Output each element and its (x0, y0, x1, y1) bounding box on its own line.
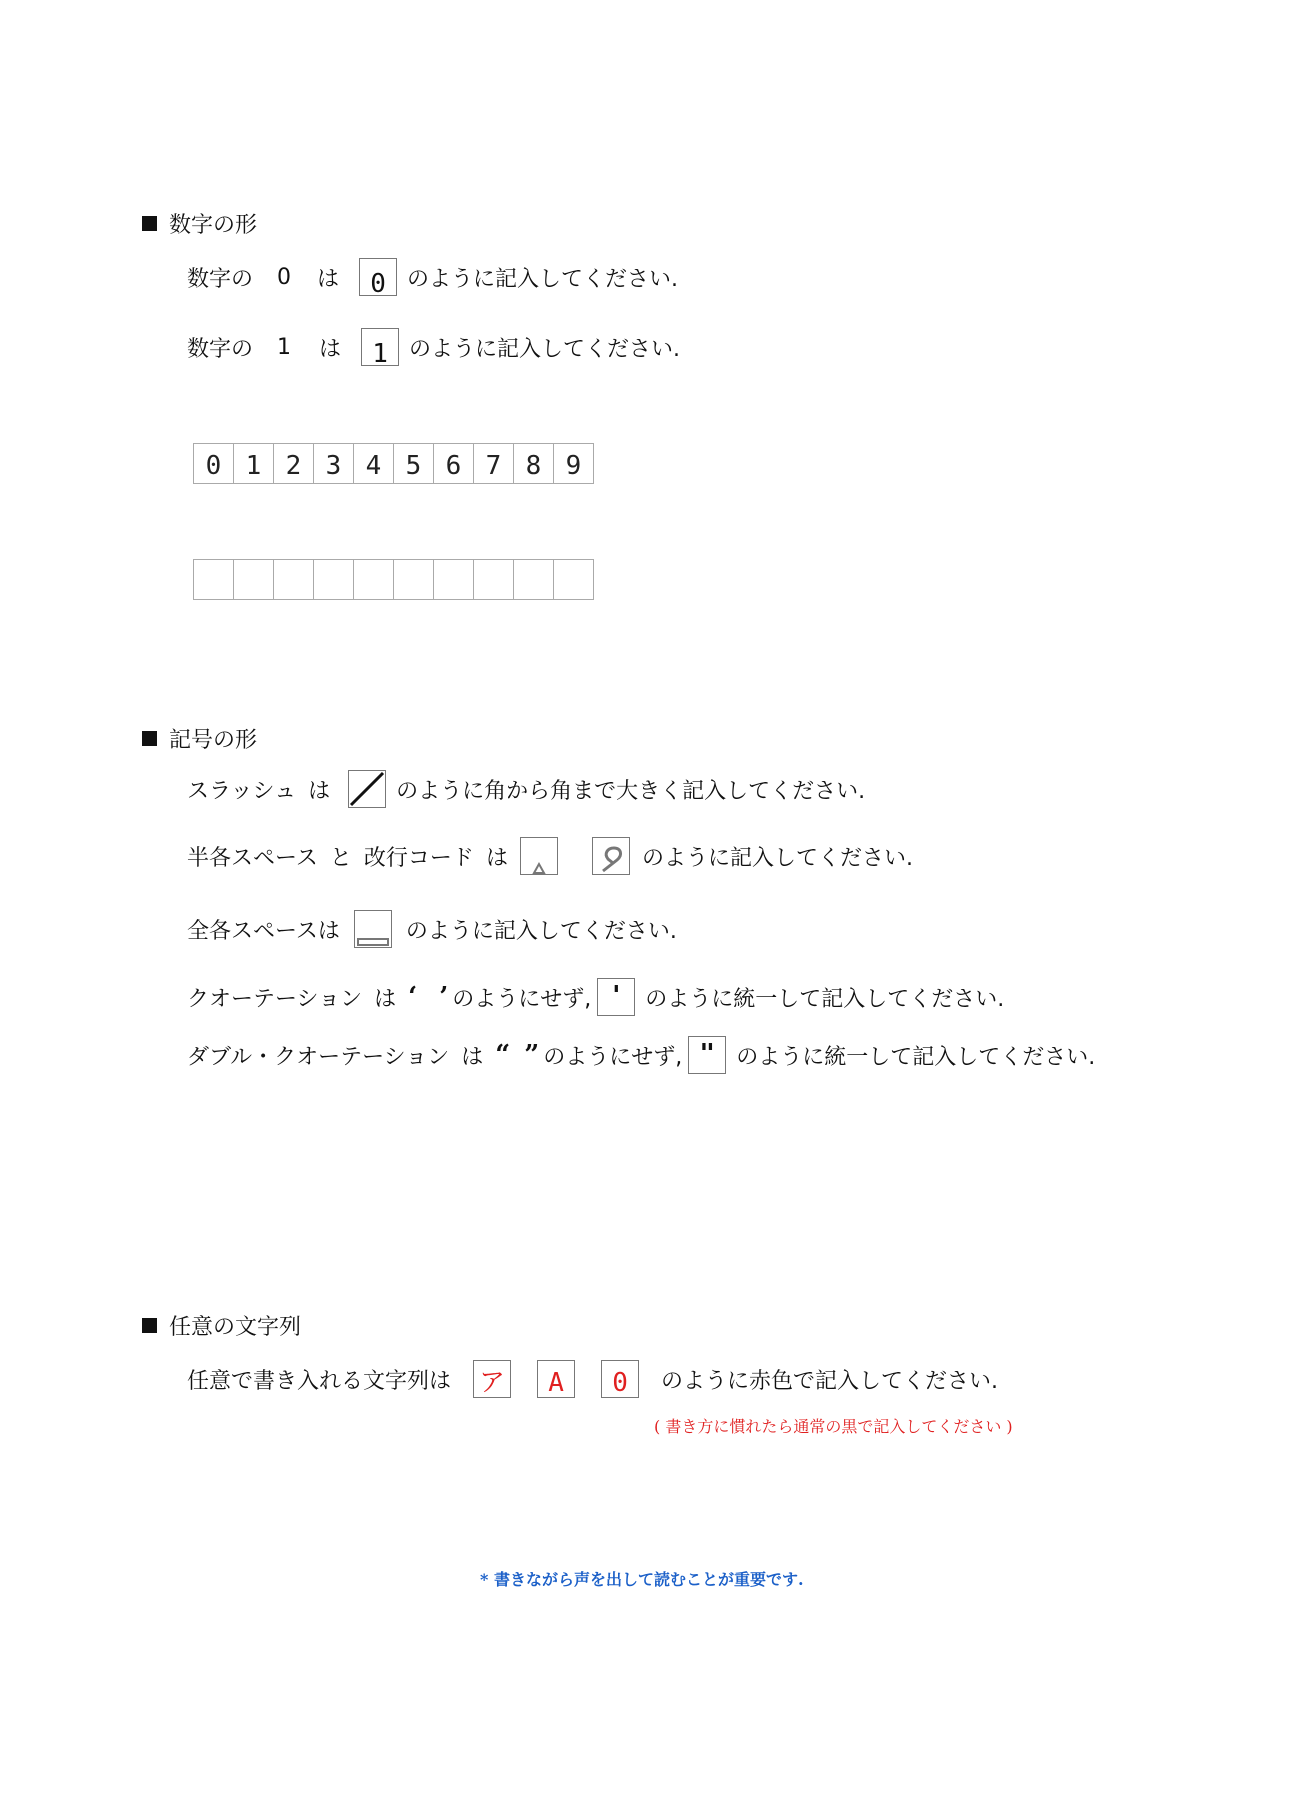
blank-input-cell[interactable] (393, 559, 434, 600)
digit-cell: 9 (553, 443, 594, 484)
heading-text: 記号の形 (169, 728, 258, 753)
digit-cell: 8 (513, 443, 554, 484)
line-text: 改行コード (363, 845, 474, 871)
digit-char: 1 (277, 334, 292, 360)
curly-quote-left: ‘ (408, 982, 418, 1012)
blank-input-cell[interactable] (553, 559, 594, 600)
line-suffix: のように記入してください. (409, 336, 681, 362)
newline-sample-box (592, 837, 630, 875)
section-heading-strings (142, 1310, 301, 1341)
newline-loop-icon (593, 838, 629, 874)
digit-cell: 7 (473, 443, 514, 484)
digit-cell: 6 (433, 443, 474, 484)
red-note: ( 書き方に慣れたら通常の黒で記入してください ) (654, 1417, 1013, 1436)
square-bullet-icon (142, 731, 157, 746)
particle-text: は (461, 1044, 484, 1070)
digit-cell: 4 (353, 443, 394, 484)
blank-input-cell[interactable] (353, 559, 394, 600)
sample-digit-row (193, 443, 593, 484)
slash-icon (349, 771, 385, 807)
digit-char: 0 (277, 264, 292, 290)
red-sample-box-katakana (473, 1360, 511, 1398)
line-text: 任意で書き入れる文字列は (187, 1368, 452, 1394)
red-sample-char: A (548, 1368, 564, 1398)
one-glyph: 1 (372, 339, 388, 369)
straight-dquote: " (699, 1039, 716, 1069)
line-suffix: のように記入してください. (407, 266, 679, 292)
zero-sample-box (359, 258, 397, 299)
fullspace-line (187, 910, 677, 948)
heading-text: 任意の文字列 (169, 1315, 302, 1340)
digit-cell: 5 (393, 443, 434, 484)
digit-cell: 3 (313, 443, 354, 484)
slashed-zero: 0 (370, 269, 386, 299)
digit-one-line (187, 328, 681, 369)
curly-dquote-right: ” (524, 1040, 540, 1070)
line-text: クオーテーション (187, 986, 363, 1012)
blank-input-cell[interactable] (233, 559, 274, 600)
line-suffix: のように統一して記入してください. (736, 1044, 1096, 1070)
line-suffix: のように記入してください. (405, 918, 677, 944)
digit-zero-line (187, 258, 679, 299)
quote-sample-box (597, 978, 635, 1016)
line-text: 数字の (187, 266, 254, 292)
red-sample-char: 0 (612, 1368, 628, 1398)
particle-text: は (319, 336, 342, 362)
curly-quote-right: ’ (439, 982, 449, 1012)
dquote-sample-box (688, 1036, 726, 1074)
one-sample-box (361, 328, 399, 369)
blank-input-cell[interactable] (473, 559, 514, 600)
slash-sample-box (348, 770, 386, 808)
line-suffix: のように角から角まで大きく記入してください. (396, 778, 866, 804)
line-text: 半各スペース (187, 845, 318, 871)
section-heading-digits (142, 208, 257, 239)
particle-text: は (374, 986, 397, 1012)
particle-text: は (317, 266, 340, 292)
line-text: 全各スペースは (187, 918, 340, 944)
red-sample-box-latin (537, 1360, 575, 1398)
line-text: ダブル・クオーテーション (187, 1044, 450, 1070)
blank-input-cell[interactable] (193, 559, 234, 600)
strings-line (187, 1360, 998, 1398)
fullspace-sample-box (354, 910, 392, 948)
particle-text: は (485, 845, 508, 871)
line-suffix: のように統一して記入してください. (645, 986, 1005, 1012)
line-text: のようにせず, (452, 986, 592, 1012)
particle-text: と (329, 845, 352, 871)
dquote-line (187, 1036, 1095, 1074)
line-suffix: のように赤色で記入してください. (661, 1368, 999, 1394)
footer-note: * 書きながら声を出して読むことが重要です. (480, 1570, 804, 1589)
blank-digit-row[interactable] (193, 559, 593, 600)
straight-quote: ' (608, 981, 625, 1011)
red-sample-char: ア (479, 1368, 506, 1398)
curly-dquote-left: “ (495, 1040, 511, 1070)
slash-line (187, 770, 865, 808)
square-bullet-icon (142, 216, 157, 231)
line-text: 数字の (187, 336, 254, 362)
space-newline-line (187, 837, 913, 875)
blank-input-cell[interactable] (433, 559, 474, 600)
blank-input-cell[interactable] (313, 559, 354, 600)
heading-text: 数字の形 (169, 213, 258, 238)
section-heading-symbols (142, 723, 257, 754)
particle-text: は (308, 778, 331, 804)
quote-line (187, 978, 1004, 1016)
digit-cell: 0 (193, 443, 234, 484)
blank-input-cell[interactable] (273, 559, 314, 600)
line-suffix: のように記入してください. (641, 845, 913, 871)
halfspace-sample-box (520, 837, 558, 875)
square-bullet-icon (142, 1318, 157, 1333)
line-text: のようにせず, (543, 1044, 683, 1070)
blank-input-cell[interactable] (513, 559, 554, 600)
halfspace-triangle-icon (521, 838, 557, 874)
digit-cell: 1 (233, 443, 274, 484)
red-sample-box-zero (601, 1360, 639, 1398)
fullspace-bar-icon (355, 911, 391, 947)
digit-cell: 2 (273, 443, 314, 484)
line-text: スラッシュ (187, 778, 297, 804)
